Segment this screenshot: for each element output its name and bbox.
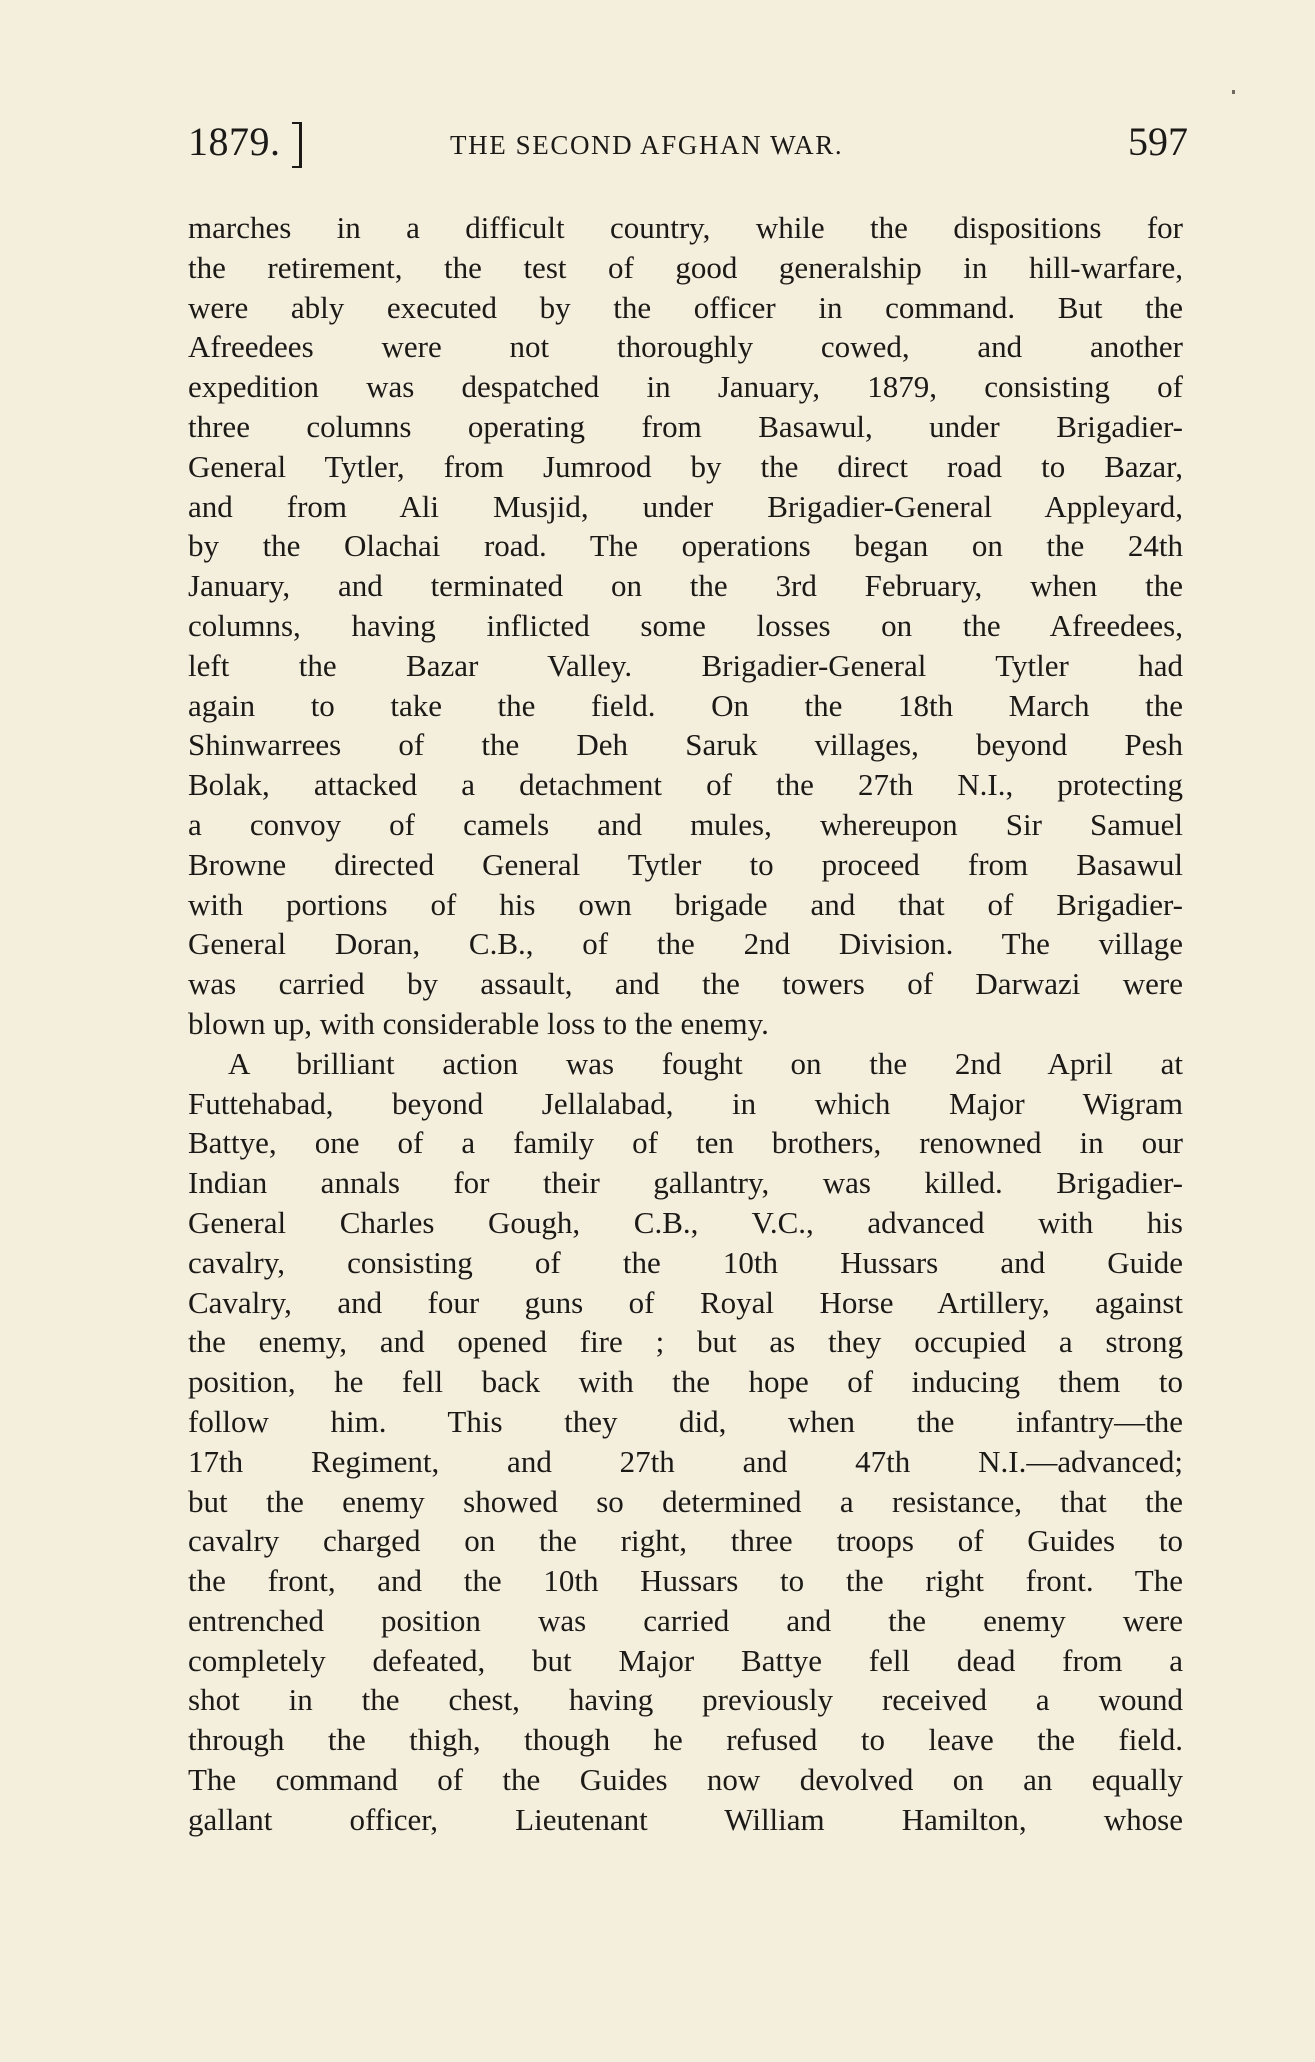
text-line: Futtehabad, beyond Jellalabad, in which Major Wigram [188,1085,1183,1121]
text-line: completely defeated, but Major Battye fell dead from a [188,1642,1183,1678]
text-line: through the thigh, though he refused to leave the field. [188,1722,1183,1758]
text-line: Afreedees were not thoroughly cowed, and another [188,329,1183,365]
text-line: the enemy, and opened fire ; but as they occupied a strong [188,1324,1183,1360]
text-line: follow him. This they did, when the infantry—the [188,1403,1183,1439]
text-line: columns, having inflicted some losses on the Afreedees, [188,607,1183,643]
text-line: shot in the chest, having previously received a wound [188,1682,1183,1718]
header-bracket [292,122,302,168]
text-line: Cavalry, and four guns of Royal Horse Artillery, against [188,1284,1183,1320]
page-number: 597 [1128,119,1188,164]
header-year: 1879. [188,119,281,164]
text-line: 17th Regiment, and 27th and 47th N.I.—advanced; [188,1443,1183,1479]
text-line: General Tytler, from Jumrood by the direct road to Bazar, [188,448,1183,484]
text-line: cavalry charged on the right, three troops of Guides to [188,1523,1183,1559]
text-line: three columns operating from Basawul, under Brigadier- [188,408,1183,444]
text-line: gallant officer, Lieutenant William Hamilton, whose [188,1801,1183,1837]
text-line: January, and terminated on the 3rd February, when the [188,568,1183,604]
text-line: but the enemy showed so determined a resistance, that the [188,1483,1183,1519]
text-line: General Charles Gough, C.B., V.C., advanced with his [188,1204,1183,1240]
body-text [188,208,1183,1840]
page-header [188,118,1188,174]
text-line: left the Bazar Valley. Brigadier-General Tytler had [188,647,1183,683]
text-line: with portions of his own brigade and that of Brigadier- [188,886,1183,922]
text-line: A brilliant action was fought on the 2nd April at [228,1045,1183,1081]
text-line: the retirement, the test of good generalship in hill-warfare, [188,249,1183,285]
text-line: were ably executed by the officer in command. But the [188,289,1183,325]
text-line: Battye, one of a family of ten brothers, renowned in our [188,1125,1183,1161]
text-line: The command of the Guides now devolved on an equally [188,1762,1183,1798]
text-line: the front, and the 10th Hussars to the right front. The [188,1563,1183,1599]
text-line: Browne directed General Tytler to proceed from Basawul [188,846,1183,882]
text-line: Shinwarrees of the Deh Saruk villages, beyond Pesh [188,727,1183,763]
text-line: again to take the field. On the 18th March the [188,687,1183,723]
text-line: Bolak, attacked a detachment of the 27th N.I., protecting [188,767,1183,803]
text-line: cavalry, consisting of the 10th Hussars and Guide [188,1244,1183,1280]
text-line: entrenched position was carried and the enemy were [188,1602,1183,1638]
text-line: General Doran, C.B., of the 2nd Division. The village [188,926,1183,962]
running-title: THE SECOND AFGHAN WAR. [450,130,844,160]
text-line: expedition was despatched in January, 1879, consisting of [188,369,1183,405]
text-line: and from Ali Musjid, under Brigadier-General Appleyard, [188,488,1183,524]
text-line: blown up, with considerable loss to the enemy. [188,1005,769,1041]
margin-speck [1232,90,1235,94]
text-line: was carried by assault, and the towers of Darwazi were [188,966,1183,1002]
text-line: a convoy of camels and mules, whereupon Sir Samuel [188,806,1183,842]
text-line: Indian annals for their gallantry, was killed. Brigadier- [188,1165,1183,1201]
text-line: position, he fell back with the hope of inducing them to [188,1364,1183,1400]
text-line: marches in a difficult country, while the dispositions for [188,210,1183,245]
text-line: by the Olachai road. The operations began on the 24th [188,528,1183,564]
